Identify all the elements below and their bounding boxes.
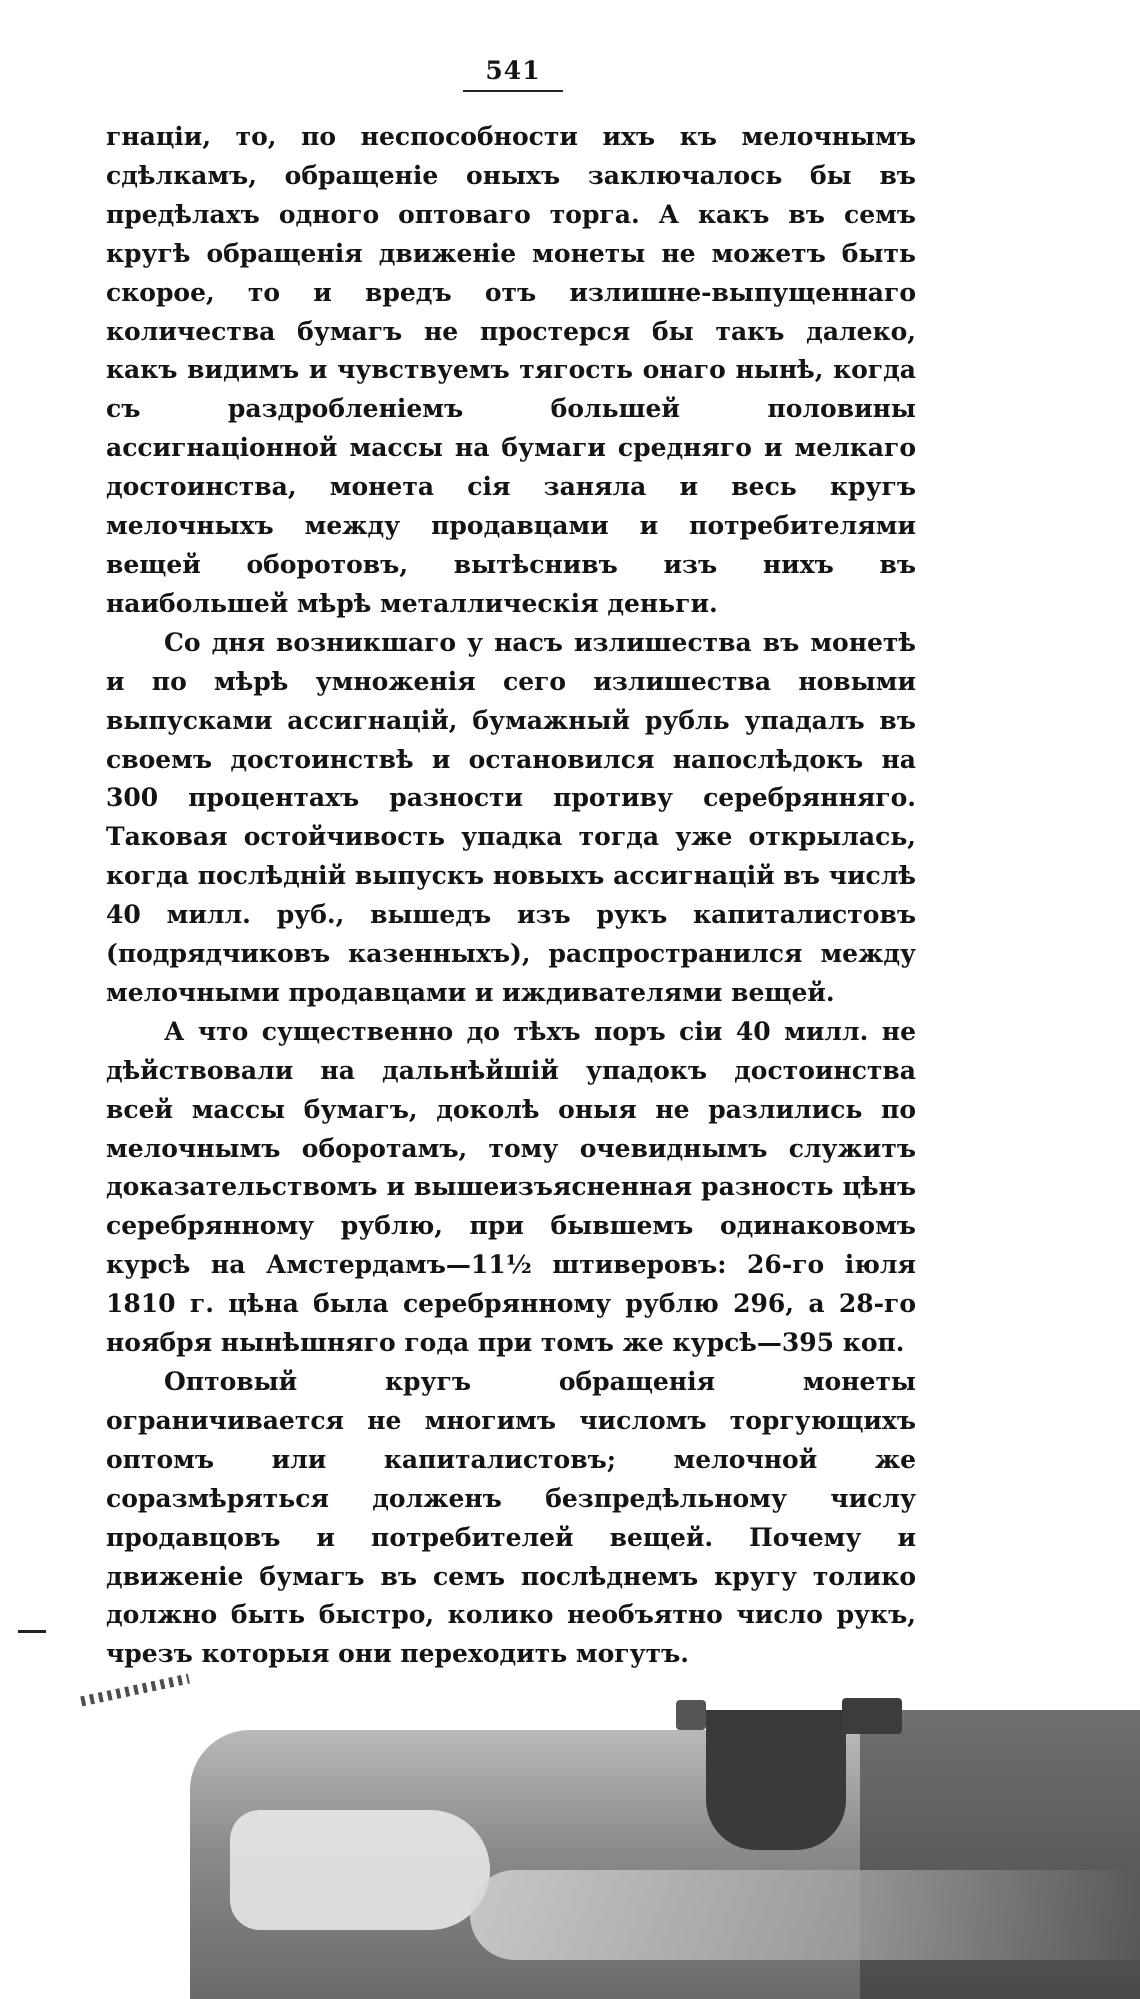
body-text (106, 118, 916, 1674)
paragraph-2: Со дня возникшаго у насъ излишества въ монетѣ и по мѣрѣ умноженія сего излишества новыми выпусками ассигнацій, бумажный рубль упадалъ въ своемъ достоинствѣ и остановился напослѣдокъ на 300 процентахъ разности противу серебрянняго. Таковая остойчивость упадка тогда уже открылась, когда послѣдній выпускъ новыхъ ассигнацій въ числѣ 40 милл. руб., вышедъ изъ рукъ капиталистовъ (подрядчиковъ казенныхъ), распространился между мелочными продавцами и иждивателями вещей. (106, 627, 916, 1007)
ink-speckle (80, 1674, 190, 1707)
finger-highlight (230, 1810, 490, 1930)
page-number-rule (463, 90, 563, 92)
scan-artifact (0, 1560, 1140, 1999)
paragraph-4: Оптовый кругъ обращенія монеты ограничивается не многимъ числомъ торгующихъ оптомъ или капиталистовъ; мелочной же соразмѣряться долженъ безпредѣльному числу продавцовъ и потребителей вещей. Почему и движеніе бумагъ въ семъ послѣднемъ кругу толико должно быть быстро, колико необъятно число рукъ, чрезъ которыя они переходить могутъ. (106, 1367, 916, 1669)
clip-bolt-left (676, 1700, 706, 1730)
paragraph-3: А что существенно до тѣхъ поръ сіи 40 милл. не дѣйствовали на дальнѣйшій упадокъ достоинства всей массы бумагъ, доколѣ оныя не разлились по мелочнымъ оборотамъ, тому очевиднымъ служитъ доказательствомъ и вышеизъясненная разность цѣнъ серебрянному рублю, при бывшемъ одинаковомъ курсѣ на Амстердамъ—11½ штиверовъ: 26-го іюля 1810 г. цѣна была серебрянному рублю 296, а 28-го ноября нынѣшняго года при томъ же курсѣ—395 коп. (106, 1016, 916, 1358)
paragraph-1: гнаціи, то, по неспособности ихъ къ мелочнымъ сдѣлкамъ, обращеніе оныхъ заключалось бы въ предѣлахъ одного оптоваго торга. А какъ въ семъ кругѣ обращенія движеніе монеты не можетъ быть скорое, то и вредъ отъ излишне-выпущеннаго количества бумагъ не простерся бы такъ далеко, какъ видимъ и чувствуемъ тягость онаго нынѣ, когда съ раздробленіемъ большей половины ассигнаціонной массы на бумаги средняго и мелкаго достоинства, монета сія заняла и весь кругъ мелочныхъ между продавцами и потребителями вещей оборотовъ, вытѣснивъ изъ нихъ въ наибольшей мѣрѣ металлическія деньги. (106, 122, 916, 618)
page-number: 541 (485, 56, 541, 85)
finger-band (470, 1870, 1140, 1960)
margin-mark (18, 1630, 46, 1633)
scanner-clip (706, 1710, 846, 1850)
clip-bolt-right (842, 1698, 902, 1734)
